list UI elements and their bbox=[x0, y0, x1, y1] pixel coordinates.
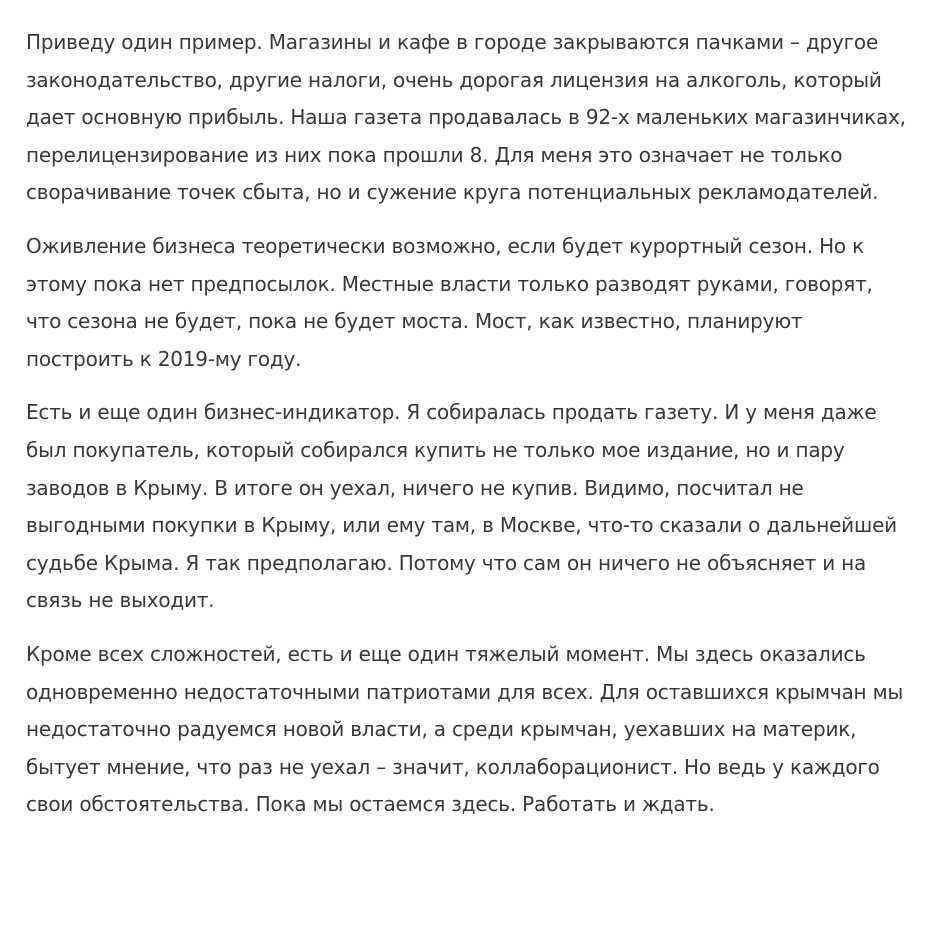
article-paragraph: Приведу один пример. Магазины и кафе в городе закрываются пачками – другое законодательство, другие налоги, очень дорогая лицензия на алкоголь, который дает основную прибыль. Наша газета продавалась в 92-х маленьких магазинчиках, перелицензирование из них пока прошли 8. Для меня это означает не только сворачивание точек сбыта, но и сужение круга потенциальных рекламодателей. bbox=[26, 30, 906, 205]
article-body bbox=[26, 24, 906, 840]
article-paragraph: Оживление бизнеса теоретически возможно, если будет курортный сезон. Но к этому пока нет предпосылок. Местные власти только разводят руками, говорят, что сезона не будет, пока не будет моста. Мост, как известно, планируют построить к 2019-му году. bbox=[26, 233, 873, 371]
article-paragraph: Кроме всех сложностей, есть и еще один тяжелый момент. Мы здесь оказались одновременно недостаточными патриотами для всех. Для оставшихся крымчан мы недостаточно радуемся новой власти, а среди крымчан, уехавших на материк, бытует мнение, что раз не уехал – значит, коллаборационист. Но ведь у каждого свои обстоятельства. Пока мы остаемся здесь. Работать и ждать. bbox=[26, 641, 904, 817]
article-paragraph: Есть и еще один бизнес-индикатор. Я собиралась продать газету. И у меня даже был покупатель, который собирался купить не только мое издание, но и пару заводов в Крыму. В итоге он уехал, ничего не купив. Видимо, посчитал не выгодными покупки в Крыму, или ему там, в Москве, что-то сказали о дальнейшей судьбе Крыма. Я так предполагаю. Потому что сам он ничего не объясняет и на связь не выходит. bbox=[26, 400, 897, 613]
